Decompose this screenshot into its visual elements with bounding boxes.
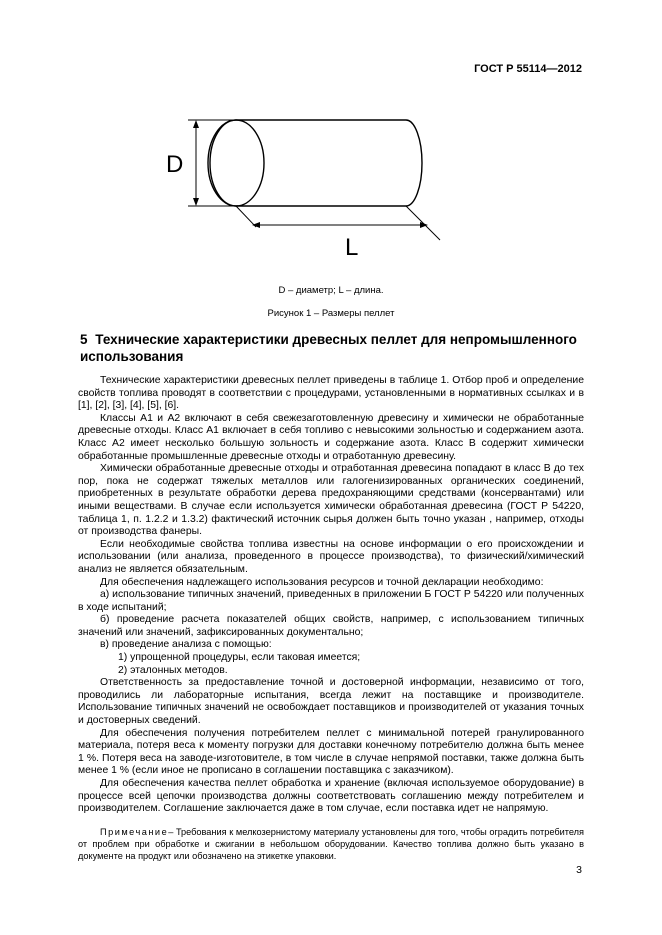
length-extension-left xyxy=(236,206,256,227)
cylinder-drawing xyxy=(160,100,460,270)
paragraph: Для обеспечения получения потребителем пеллет с минимальной потерей гранулированного материала, потеря веса к моменту погрузки для доставки конечному потребителю должна быть менее 1 %. Потеря веса на заводе-изготовителе, в том числе в случае непрямой поставки, также должна быть менее 1 % (если иное не прописано в соглашении поставщика с заказчиком). xyxy=(78,727,584,777)
list-item-b: б) проведение расчета показателей общих свойств, например, с использованием типичных значений или значений, зафиксированных документально; xyxy=(78,614,584,638)
note-label: Примечание xyxy=(100,827,169,837)
list-item-v: в) проведение анализа с помощью: xyxy=(100,639,272,651)
cylinder-outline xyxy=(210,120,422,206)
cylinder-front-face xyxy=(208,120,264,206)
note xyxy=(78,826,584,863)
note-text: – Требования к мелкозернистому материалу установлены для того, чтобы оградить потребителя от проблем при обработке и сжигании в небольшом оборудовании. Качество топлива должно быть указано в документе на продукт или обозначено на этикетке упаковки. xyxy=(78,827,584,862)
paragraph: Для обеспечения надлежащего использования ресурсов и точной декларации необходимо: xyxy=(100,576,544,588)
diameter-label: D xyxy=(166,151,184,178)
page-number: 3 xyxy=(576,864,582,876)
body-text xyxy=(78,375,584,816)
paragraph: Классы А1 и А2 включают в себя свежезаготовленную древесину и химически не обработанные древесные отходы. Класс А1 включает в себя топливо с невысокими зольностью и содержанием азота. Класс А2 имеет несколько большую зольность и содержание азота. Класс В содержит химически обработанные промышленные древесные отходы и отработанную древесину. xyxy=(78,412,584,462)
paragraph: Если необходимые свойства топлива известны на основе информации о его происхождении и использовании (или анализа, проведенного в процессе производства), то физический/химический анализ не является обязательным. xyxy=(78,538,584,575)
length-label: L xyxy=(345,234,359,261)
sub-item-1: 1) упрощенной процедуры, если таковая имеется; xyxy=(118,652,361,664)
document-code: ГОСТ Р 55114—2012 xyxy=(474,63,582,75)
diameter-arrow-top xyxy=(193,120,199,128)
paragraph: Технические характеристики древесных пеллет приведены в таблице 1. Отбор проб и определение свойств топлива проводят в соответствии с процедурами, установленными в нормативных ссылках и в [1], [2], [3], [4], [5], [6]. xyxy=(78,375,584,412)
section-title-text: Технические характеристики древесных пеллет для непромышленного использования xyxy=(80,332,577,364)
length-arrow-left xyxy=(252,222,260,228)
list-item-a: а) использование типичных значений, приведенных в приложении Б ГОСТ Р 54220 или полученных в ходе испытаний; xyxy=(78,589,584,613)
paragraph: Ответственность за предоставление точной и достоверной информации, независимо от того, проводились ли лабораторные испытания, всегда лежит на поставщике и производителе. Использование типичных значений не освобождает поставщиков и производителей от указания точных и достоверных сведений. xyxy=(78,677,584,727)
paragraph: Химически обработанные древесные отходы и отработанная древесина попадают в класс В до тех пор, пока не содержат тяжелых металлов или галогенизированных органических соединений, приобретенных в результате обработки дерева предохраняющими средствами (консервантами) или иными веществами. В случае если используется химически обработанная древесина (ГОСТ Р 54220, таблица 1, п. 1.2.2 и 1.3.2) фактический источник сырья должен быть точно указан , например, отходы от производства фанеры. xyxy=(78,463,584,538)
sub-item-2: 2) эталонных методов. xyxy=(118,664,228,676)
section-number: 5 xyxy=(80,332,88,347)
paragraph: Для обеспечения качества пеллет обработка и хранение (включая используемое оборудование) в процессе всей цепочки производства должны соответствовать соглашению между потребителем и производителем. Соглашение заключается даже в том случае, если поставка идет не напрямую. xyxy=(78,778,584,815)
figure-legend: D – диаметр; L – длина. xyxy=(278,285,384,296)
diameter-arrow-bottom xyxy=(193,198,199,206)
figure-caption: Рисунок 1 – Размеры пеллет xyxy=(267,308,395,319)
length-extension-right xyxy=(406,206,440,240)
section-heading xyxy=(80,331,600,365)
pellet-dimensions-figure xyxy=(160,100,460,270)
